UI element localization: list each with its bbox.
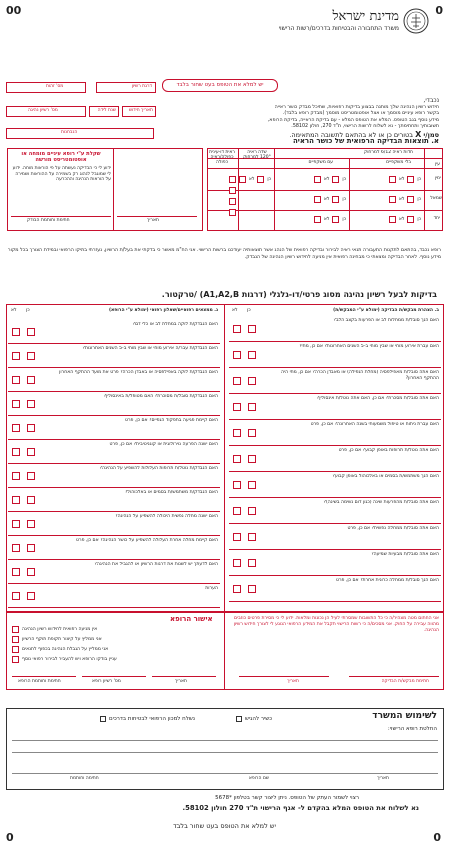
question-row	[229, 524, 441, 550]
sharpness-header: חדות ראיה 6/12 למרחוק	[364, 150, 413, 155]
section-b-title: בדיקות לבעל רשיון נהיגה מסוג פרטי/דו-גלגלי (דרגות A1,A2,B) /טרקטור.	[161, 290, 437, 299]
question-text: האם הנך סובל/ת ממחלה כרונית אחרת? אם כן, פרט	[335, 578, 439, 583]
question-row	[229, 576, 441, 602]
with-glasses-header: עם משקפיים	[308, 160, 333, 165]
doctor-license-label: מס' רשיון רופא	[92, 679, 121, 684]
checkbox[interactable]	[407, 196, 414, 203]
corner-number-top-left: 00	[6, 4, 22, 17]
question-text: האם לדעתך יש לשנות את דרגות הרשיון או להגביל את הנהיגה?	[94, 562, 218, 567]
declaration-sign-label: חתימת מבקש/ת הבדיקה	[381, 679, 429, 684]
question-text: האם הנבדק/ת נוטל/ת תרופות העלולות להשפיע על הנהיגה?	[99, 466, 218, 471]
intro-line-2: בקשר רופא עיניים מוסמך או אצל אופטומטריסט מוסמך (מבדק רופא בלבד).	[282, 111, 439, 116]
no-checkbox[interactable]	[12, 400, 20, 408]
eye-right-label: ימין	[434, 176, 441, 181]
question-row	[8, 464, 220, 488]
doctor-questions: ג. ממצאים רפואיים/שאלון רפואי (ימולא ע"י הרופא) לא כן האם הנבדק/ת לוקה במחלת לב או כלי דם? האם הנבדק/ת עבר/ה אירוע מוחי או שבץ מוחי ב-5 השנים האחרונות? האם הנבדק/ת לוקה באפילפסיה או באבדן הכרה? פרט את מועד ההתקף האחרון האם הנבדק/ת סובל/ת מסוכרת? האם מטופל/ת באינסולין? האם קיימת פגיעה בתפקוד הגפיים? אם כן, פרט האם ישנה הפרעה נוירולוגית או קוגניטיבית? אם כן, פרט האם הנבדק/ת נוטל/ת תרופות העלולות להשפיע על הנהיגה? האם הנבדק/ת משתמש/ת בסמים או באלכוהול? האם ישנה מחלה נפשית היכולה להשפיע על הנהיגה? האם קיימת מחלה אחרת העלולה להשפיע על כושר הנהיגה? אם כן, פרט האם לדעתך יש לשנות את דרגות הרשיון או להגביל את הנהיגה? הערות	[8, 306, 220, 606]
doctor-date-label: תאריך	[175, 679, 187, 684]
row-both-with-glasses: כן לא	[314, 216, 346, 223]
no-checkbox[interactable]	[233, 585, 241, 593]
no-objection-checkbox[interactable]	[12, 626, 19, 633]
question-row	[8, 560, 220, 584]
declaration-text: אני החתום מטה מצהיר/ה כי כל התשובות שמסרתי לעיל הן נכונות ומלאות. ידוע לי כי מסירת פרטים כוזבים מהווה עבירה על החוק. אני מסכים/ה כי רשות הרישוי תקבל את המידע הרפואי הנוגע לי לצורך חידוש רשיון הנהיגה.	[233, 616, 439, 633]
yes-checkbox[interactable]	[27, 448, 35, 456]
checkbox[interactable]	[229, 176, 236, 183]
yes-checkbox[interactable]	[27, 520, 35, 528]
yes-checkbox[interactable]	[27, 568, 35, 576]
question-row	[229, 472, 441, 498]
checkbox[interactable]	[389, 216, 396, 223]
intro-line-1: חידוש רשיון הנהיגה שלך מותנה בבצוע בדיקות רפואיות, שתיכל מבדק כושר ראייה	[274, 104, 439, 110]
checkbox[interactable]	[229, 209, 236, 216]
question-row	[8, 368, 220, 392]
yes-checkbox[interactable]	[248, 351, 256, 359]
sent-checkbox[interactable]	[100, 716, 106, 722]
question-row	[229, 394, 441, 420]
office-use-title: לשימוש המשרד	[372, 711, 437, 721]
no-checkbox[interactable]	[233, 377, 241, 385]
no-checkbox[interactable]	[12, 568, 20, 576]
doctor-approval-title: אישור הרופא	[170, 615, 213, 623]
no-checkbox[interactable]	[233, 455, 241, 463]
question-text: האם אתה סובל/ת מהפרעות שינה (כגון דום נשימה בשינה)?	[323, 500, 439, 505]
no-checkbox[interactable]	[12, 424, 20, 432]
checkbox[interactable]	[314, 196, 321, 203]
question-row	[8, 512, 220, 536]
ministry-subtitle: משרד התחבורה והבטיחות בדרכים/רשות הרישוי	[278, 25, 399, 32]
question-text: האם ישנה הפרעה נוירולוגית או קוגניטיבית? אם כן, פרט	[109, 442, 218, 447]
eye-left-label: שמאל	[430, 196, 442, 201]
intro-line-4: תשובותיך ותחתימתך - נא לשלוח לרשות הרישוי, ת"ד 270, חולון 58102.	[291, 124, 439, 129]
patient-questions-title: ב. הצהרת מבקש/ת הבדיקה (ימולא ע"י המבקש/ת)	[333, 308, 439, 313]
question-row	[8, 344, 220, 368]
license-number-label: מס' רשיון נהיגה	[28, 108, 58, 113]
no-checkbox[interactable]	[233, 481, 241, 489]
no-checkbox[interactable]	[233, 429, 241, 437]
vision-doctor-text: ידוע לי כי הבדיקה נעשתה על פי הוראות מוחה. ידוע לי שמוגבל לנהוג רק בשמירה על ההוראות ושמירה על הוראות הנהיגה וההכרעה	[12, 166, 111, 182]
row-left-with-glasses: כן לא	[314, 196, 346, 203]
yes-checkbox[interactable]	[248, 481, 256, 489]
state-emblem-icon	[403, 8, 429, 34]
question-text: האם הנך סובל/ת ממחלות לב או הפרעות בקצב הלב?	[333, 318, 439, 323]
yes-checkbox[interactable]	[27, 328, 35, 336]
no-checkbox[interactable]	[233, 507, 241, 515]
sent-option: נשלח למכון הרפואי לבטיחות בדרכים	[100, 716, 195, 722]
row-both-without-glasses: כן לא	[389, 216, 421, 223]
header	[179, 8, 399, 32]
question-row	[8, 440, 220, 464]
question-row	[229, 316, 441, 342]
yes-checkbox[interactable]	[27, 400, 35, 408]
checkbox[interactable]	[229, 187, 236, 194]
no-checkbox[interactable]	[233, 559, 241, 567]
question-text: האם אתה סובל/ת מאפילפסיה (מחלת הנפילה) או מאבדן הכרה? אם כן, מתי היה ההתקף האחרון?	[281, 370, 439, 381]
vision-table	[7, 148, 443, 231]
question-text: האם הנך משתמש/ת בסמים או באלכוהול באופן קבוע?	[332, 474, 439, 479]
shorten-validity-checkbox[interactable]	[12, 636, 19, 643]
license-class-label: דרגת רשיון	[131, 84, 152, 89]
checkbox[interactable]	[257, 176, 264, 183]
question-row	[8, 392, 220, 416]
state-title: מדינת ישראל	[332, 9, 399, 24]
vision-mark-instruction: בטורים כן או לא בהתאם לתשובה המתאימה.	[289, 130, 414, 139]
yes-checkbox[interactable]	[248, 533, 256, 541]
eye-header: עין	[434, 162, 440, 167]
row-right-without-glasses: כן לא	[389, 176, 421, 183]
question-row	[8, 320, 220, 344]
notice-paragraph: רופא נכבד, בהתאם לתקנות התעבורה תנאי ראיה לבירור ובדיקה רפואית של הנהג אשר תוצאותיה יעודכנו ברשות הרישוי. אני הח"מ מאשר כי בדקתי את בעל/ת הרשיון, נעזרתי בתיקו הרפואי ובמידת הצורך בכל מקור מידע נוסף. לאחר הבדיקה ומצאתי כי מבחינה רפואית אין מניעה לחידוש רשיון הנהיגה של הנבדק.	[7, 248, 441, 260]
checkbox[interactable]	[407, 176, 414, 183]
vision-date-label: תאריך	[147, 218, 159, 223]
question-text: האם הנבדק/ת סובל/ת מסוכרת? האם מטופל/ת באינסולין?	[103, 394, 218, 399]
no-checkbox[interactable]	[12, 352, 20, 360]
no-checkbox[interactable]	[233, 325, 241, 333]
question-text: האם אתה נוטל/ת תרופות באופן קבוע? אם כן, פרט	[338, 448, 439, 453]
checkbox[interactable]	[314, 176, 321, 183]
row-right-with-glasses: כן לא	[314, 176, 346, 183]
no-checkbox[interactable]	[233, 403, 241, 411]
yes-checkbox[interactable]	[27, 424, 35, 432]
no-checkbox[interactable]	[12, 472, 20, 480]
footer-send-address: נא לשלוח את הטופס המלא בהקדם ל- אגף הרישוי ת"ד 270 חולון 58102.	[182, 804, 419, 812]
no-checkbox[interactable]	[233, 533, 241, 541]
yes-checkbox[interactable]	[27, 592, 35, 600]
yes-checkbox[interactable]	[248, 429, 256, 437]
checkbox[interactable]	[407, 216, 414, 223]
vision-doctor-sign-label: חתימת וחותמת הבודק	[27, 218, 70, 223]
yes-checkbox[interactable]	[248, 325, 256, 333]
field-checks: כן לא	[239, 176, 271, 183]
patient-questions: ב. הצהרת מבקש/ת הבדיקה (ימולא ע"י המבקש/ת) לא כן האם הנך סובל/ת ממחלות לב או הפרעות בקצב הלב? האם עברת אירוע מוחי או שבץ מוחי ב-5 השנים האחרונות? אם כן, מתי? האם אתה סובל/ת מאפילפסיה (מחלת הנפילה) או מאבדן הכרה? אם כן, מתי היה ההתקף האחרון? האם אתה סובל/ת מסכרת? אם כן, האם אתה נוטל/ת אינסולין? האם עברת ניתוח או טיפול משמעותי בשנה האחרונה? אם כן, פרט האם אתה נוטל/ת תרופות באופן קבוע? אם כן, פרט האם הנך משתמש/ת בסמים או באלכוהול באופן קבוע? האם אתה סובל/ת מהפרעות שינה (כגון דום נשימה בשינה)? האם אתה סובל/ת ממחלה נפשית? אם כן, פרט האם אתה סובל/ת מבעיות שמיעה? האם הנך סובל/ת ממחלה כרונית אחרת? אם כן, פרט	[229, 306, 441, 606]
corner-number-bottom-left: 0	[6, 831, 14, 844]
doctor-questions-title: ג. ממצאים רפואיים/שאלון רפואי (ימולא ע"י הרופא)	[108, 308, 218, 313]
office-date-label: תאריך	[377, 776, 389, 781]
checkbox[interactable]	[332, 196, 339, 203]
yes-checkbox[interactable]	[248, 377, 256, 385]
no-checkbox[interactable]	[12, 328, 20, 336]
id-number-label: מס' זהות	[46, 84, 64, 89]
field-header: שדה ראיה 120° למרחוק	[243, 150, 271, 160]
no-checkbox[interactable]	[233, 351, 241, 359]
office-sign-label: חתימה וחותמת	[70, 776, 99, 781]
question-row	[229, 550, 441, 576]
yes-checkbox[interactable]	[248, 507, 256, 515]
yes-checkbox[interactable]	[248, 585, 256, 593]
yes-checkbox[interactable]	[27, 496, 35, 504]
checkbox[interactable]	[239, 176, 246, 183]
question-text: האם הנבדק/ת לוקה באפילפסיה או באבדן הכרה? פרט את מועד ההתקף האחרון	[59, 370, 218, 375]
fit-checkbox[interactable]	[236, 716, 242, 722]
no-checkbox[interactable]	[12, 496, 20, 504]
yes-checkbox[interactable]	[27, 544, 35, 552]
color-header: ראית דו-עינית כפולה/ראיה כפולה	[209, 150, 235, 165]
vision-doctor-title: שקלת ע"י רופא עיניים מומחה או אופטומטריסט מורשה	[21, 151, 101, 163]
yes-checkbox[interactable]	[248, 403, 256, 411]
intro-text: נכבדי, חידוש רשיון הנהיגה שלך מותנה בבצוע בדיקות רפואיות, שתיכל מבדק כושר ראייה בקשר רופא עיניים מוסמך או אצל אופטומטריסט מוסמך (מבדק רופא בלבד). מידע נוסף בגב הטופס. המלא את הטופס המלא - עם בדיקת הראייה, בדיקת הרופא, תשובותיך ותחתימתך - נא לשלוח לרשות הרישוי, ת"ד 270, חולון 58102. סמן/י X בטורים כן או לא בהתאם לתשובה המתאימה. א. תוצאות הבדיקה הרפואית של כושר הראיה	[159, 98, 439, 145]
question-row	[229, 368, 441, 394]
no-checkbox[interactable]	[12, 376, 20, 384]
no-checkbox[interactable]	[12, 448, 20, 456]
checkbox[interactable]	[314, 216, 321, 223]
question-text: האם אתה סובל/ת מבעיות שמיעה?	[371, 552, 439, 557]
doctor-approval-checks: אין מניעה רפואית לחידוש רשיון הנהיגה אני ממליץ על קיצור תקופת תוקף הרשיון אני ממליץ על הגבלת הנהיגה בכפוף לתנאים עניין בודקו הרופא ויש להעביר לבירור רפואי נוסף	[12, 626, 220, 663]
vision-mark-label: סמן/י	[423, 130, 439, 139]
yes-checkbox[interactable]	[27, 376, 35, 384]
yes-checkbox[interactable]	[27, 352, 35, 360]
question-row	[8, 536, 220, 560]
question-text: האם הנבדק/ת לוקה במחלת לב או כלי דם?	[132, 322, 218, 327]
checkbox[interactable]	[229, 198, 236, 205]
question-text: האם הנבדק/ת עבר/ה אירוע מוחי או שבץ מוחי ב-5 השנים האחרונות?	[82, 346, 218, 351]
yes-checkbox[interactable]	[248, 455, 256, 463]
office-decision-label: החלטת רופא הרישוי:	[387, 726, 437, 732]
question-text: האם ישנה מחלה נפשית היכולה להשפיע על הנהיגה?	[115, 514, 218, 519]
question-row	[229, 498, 441, 524]
doctor-sign-label: חתימת וחותמת הרופא	[18, 679, 61, 684]
declaration-date-label: תאריך	[287, 679, 299, 684]
question-row	[8, 488, 220, 512]
black-pen-banner: יש למלא את הטופס בעט שחור בלבד	[162, 79, 278, 92]
examinee-label: הנבחנות	[61, 130, 78, 135]
renewal-date-label: תאריך חידוש	[128, 108, 153, 113]
color-checks	[229, 176, 236, 216]
office-doctor-name-label: שם הרופא	[248, 776, 269, 781]
corner-number-bottom-right: 0	[433, 831, 441, 844]
no-checkbox[interactable]	[12, 520, 20, 528]
without-glasses-header: בלי משקפיים	[386, 160, 411, 165]
question-text: האם הנבדק/ת משתמש/ת בסמים או באלכוהול?	[124, 490, 218, 495]
question-text: האם קיימת פגיעה בתפקוד הגפיים? אם כן, פרט	[124, 418, 218, 423]
checkbox[interactable]	[332, 176, 339, 183]
question-row	[229, 420, 441, 446]
no-checkbox[interactable]	[12, 544, 20, 552]
question-text: האם אתה סובל/ת ממחלה נפשית? אם כן, פרט	[347, 526, 439, 531]
footer-keep-copy: רצוי לשמור העתק של הטופס. ניתן ליצור קשר בטלפון *5678	[215, 795, 359, 801]
greeting: נכבדי,	[423, 97, 439, 104]
checkbox[interactable]	[332, 216, 339, 223]
birth-year-label: שנת לידה	[97, 108, 116, 113]
question-row	[229, 342, 441, 368]
further-review-checkbox[interactable]	[12, 656, 19, 663]
restrict-driving-checkbox[interactable]	[12, 646, 19, 653]
question-row	[8, 584, 220, 608]
question-text: האם עברת ניתוח או טיפול משמעותי בשנה האחרונה? אם כן, פרט	[310, 422, 439, 427]
no-checkbox[interactable]	[12, 592, 20, 600]
examinee-field[interactable]	[6, 128, 154, 139]
yes-checkbox[interactable]	[27, 472, 35, 480]
question-row	[8, 416, 220, 440]
checkbox[interactable]	[389, 176, 396, 183]
eye-both-label: יחד	[433, 216, 440, 221]
fit-option: כשיר להגיש	[236, 716, 272, 722]
footer-black-pen: יש למלא את הטופס בעט שחור בלבד	[173, 822, 276, 830]
question-row	[229, 446, 441, 472]
intro-line-3: מידע נוסף בגב הטופס. המלא את הטופס המלא - עם בדיקת הראייה, בדיקת הרופא,	[267, 117, 439, 123]
checkbox[interactable]	[389, 196, 396, 203]
corner-number-top-right: 0	[435, 4, 443, 17]
id-fields	[6, 82, 156, 142]
question-text: הערות	[205, 586, 218, 591]
section-a-title: א. תוצאות הבדיקה הרפואית של כושר הראיה	[292, 137, 439, 145]
row-left-without-glasses: כן לא	[389, 196, 421, 203]
question-text: האם אתה סובל/ת מסכרת? אם כן, האם אתה נוטל/ת אינסולין?	[316, 396, 439, 401]
yes-checkbox[interactable]	[248, 559, 256, 567]
question-text: האם עברת אירוע מוחי או שבץ מוחי ב-5 השנים האחרונות? אם כן, מתי?	[299, 344, 439, 349]
question-text: האם קיימת מחלה אחרת העלולה להשפיע על כושר הנהיגה? אם כן, פרט	[76, 538, 218, 543]
